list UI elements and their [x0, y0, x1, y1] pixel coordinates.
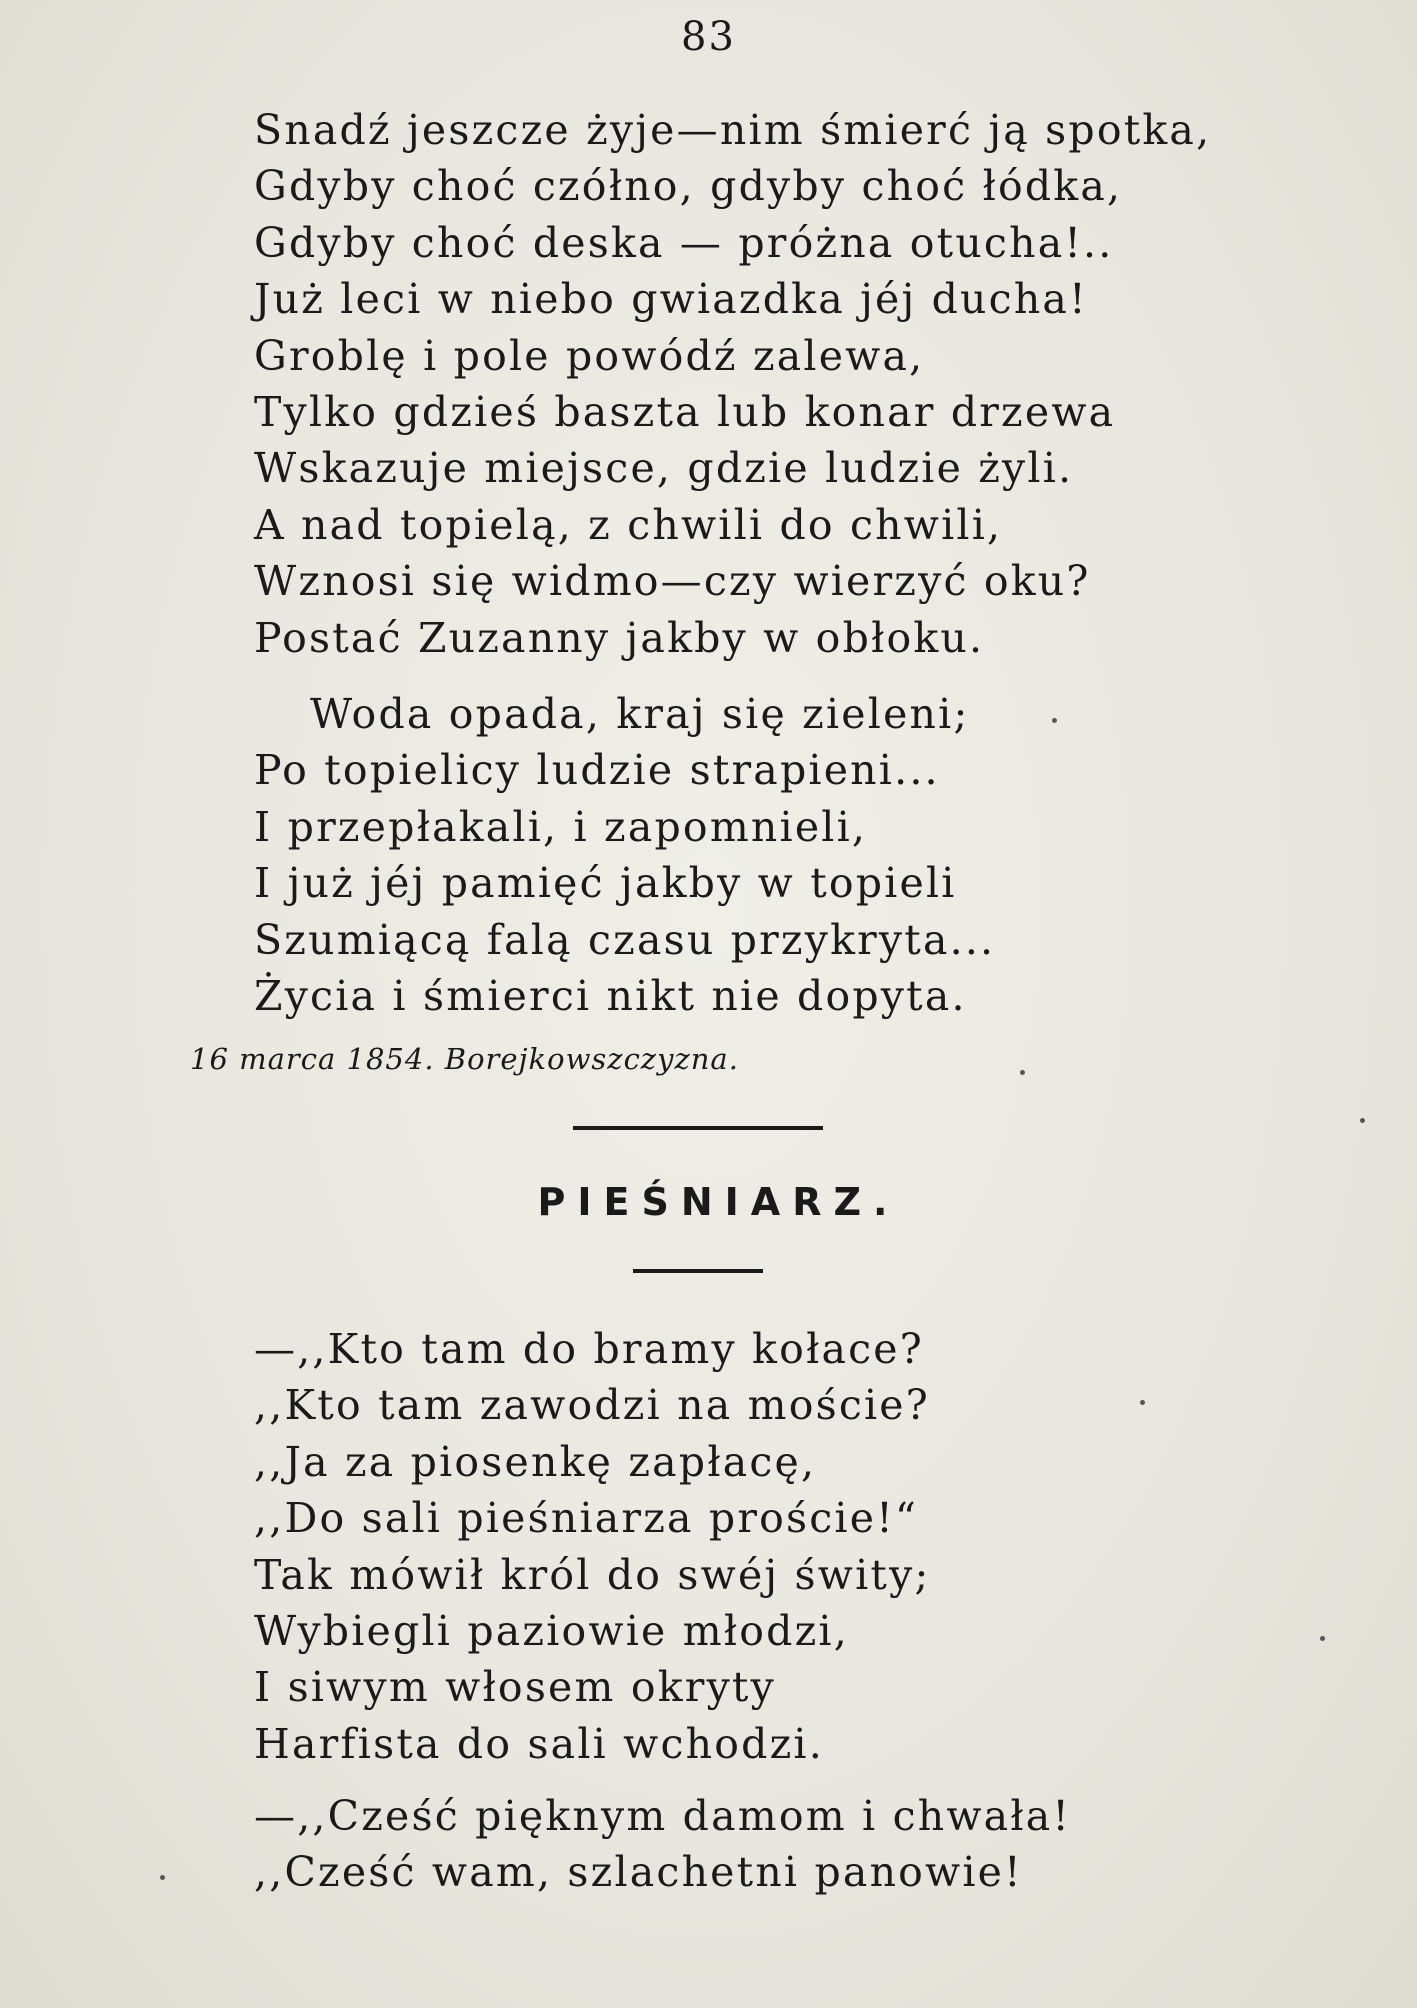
verse-line: ,,Do sali pieśniarza proście!“: [254, 1494, 919, 1543]
verse-line: Wybiegli paziowie młodzi,: [254, 1607, 849, 1656]
verse-line: Snadź jeszcze żyje—nim śmierć ją spotka,: [254, 106, 1212, 154]
verse-line: Już leci w niebo gwiazdka jéj ducha!: [254, 275, 1088, 324]
verse-line: ,,Ja za piosenkę zapłacę,: [254, 1437, 817, 1486]
verse-line: ,,Cześć wam, szlachetni panowie!: [254, 1848, 1023, 1897]
verse-line: —,,Cześć pięknym damom i chwała!: [254, 1792, 1072, 1840]
verse-line: I przepłakali, i zapomnieli,: [254, 802, 868, 851]
paper-speck: [1320, 1636, 1325, 1641]
stanza-3: [254, 1321, 930, 1772]
verse-line: Wznosi się widmo—czy wierzyć oku?: [254, 557, 1091, 606]
stanza-1: [254, 102, 1211, 666]
section-title: PIEŚNIARZ.: [537, 1180, 900, 1224]
verse-line: Gdyby choć czółno, gdyby choć łódka,: [254, 162, 1123, 211]
verse-line: A nad topielą, z chwili do chwili,: [254, 500, 1003, 549]
section-divider-bottom: [633, 1269, 763, 1273]
verse-line: Tak mówił król do swéj świty;: [254, 1550, 931, 1599]
paper-speck: [1020, 1070, 1025, 1075]
section-divider-top: [573, 1126, 823, 1130]
stanza-4: [254, 1788, 1071, 1901]
verse-line: Harfista do sali wchodzi.: [254, 1719, 824, 1768]
paper-speck: [160, 1875, 165, 1880]
stanza-2: [254, 686, 995, 1024]
verse-line: Groblę i pole powódź zalewa,: [254, 331, 925, 380]
paper-speck: [1360, 1118, 1365, 1123]
verse-line: Woda opada, kraj się zieleni;: [310, 690, 970, 738]
paper-speck: [1052, 718, 1057, 723]
verse-line: —,,Kto tam do bramy kołace?: [254, 1325, 924, 1373]
verse-line: Życia i śmierci nikt nie dopyta.: [254, 972, 967, 1021]
paper-speck: [1140, 1400, 1145, 1405]
verse-line: I siwym włosem okryty: [254, 1663, 776, 1712]
verse-line: Postać Zuzanny jakby w obłoku.: [254, 613, 985, 662]
verse-line: Wskazuje miejsce, gdzie ludzie żyli.: [254, 444, 1074, 493]
verse-line: Gdyby choć deska — próżna otucha!..: [254, 218, 1114, 267]
date-place-line: 16 marca 1854. Borejkowszczyzna.: [190, 1042, 739, 1076]
page-number: 83: [681, 14, 736, 60]
verse-line: Tylko gdzieś baszta lub konar drzewa: [254, 388, 1116, 437]
verse-line: Po topielicy ludzie strapieni...: [254, 746, 940, 795]
verse-line: I już jéj pamięć jakby w topieli: [254, 859, 957, 908]
verse-line: Szumiącą falą czasu przykryta...: [254, 915, 996, 964]
verse-line: ,,Kto tam zawodzi na moście?: [254, 1381, 930, 1430]
